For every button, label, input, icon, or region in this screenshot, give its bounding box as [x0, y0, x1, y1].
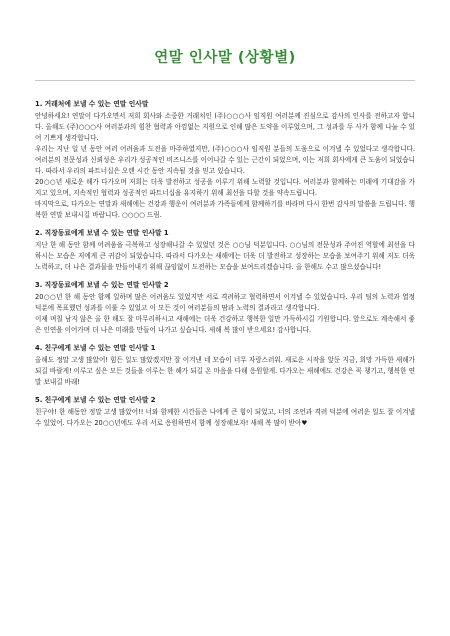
section-friend-2 — [35, 395, 415, 429]
section-coworker-2 — [35, 280, 415, 336]
paragraph: 마지막으로, 다가오는 연말과 새해에는 건강과 행운이 여러분과 가족들에게 함께하기를 바라며 다시 한번 감사의 말씀을 드립니다. 행복한 연말 보내시길 바랍니다. ○○○○ 드림. — [35, 200, 415, 219]
paragraph: 이제 며칠 남지 않은 올 한 해도 잘 마무리하시고 새해에는 더욱 건강하고 행복한 일만 가득하시길 기원합니다. 앞으로도 계속해서 좋은 인연을 이어가며 더 나은 미래를 만들어 나가고 싶습니다. 새해 복 많이 받으세요! 감사합니다. — [35, 315, 415, 334]
paragraph: 20○○년 한 해 동안 함께 일하며 많은 어려움도 있었지만 서로 격려하고 협력하면서 이겨낼 수 있었습니다. 우리 팀의 노력과 열정 덕분에 목표했던 성과를 이룰 수 있었고 이 모든 것이 여러분들의 땀과 노력의 결과라고 생각합니다. — [35, 293, 415, 312]
paragraph: 지난 한 해 동안 함께 어려움을 극복하고 성장해나갈 수 있었던 것은 ○○님 덕분입니다. ○○님의 전문성과 주어진 역할에 최선을 다하시는 모습은 저에게 큰 귀감이 되었습니다. 따라서 다가오는 새해에는 더욱 더 발전하고 성장하는 모습을 보여주기 위해 저도 더욱 노력하고, 더 나은 결과물을 만들어내기 위해 끊임없이 도전하는 모습을 보여드리겠습니다. 올 한해도 수고 많으셨습니다! — [35, 241, 415, 271]
section-heading: 3. 직장동료에게 보낼 수 있는 연말 인사말 2 — [35, 281, 169, 289]
section-heading: 2. 직장동료에게 보낼 수 있는 연말 인사말 1 — [35, 229, 169, 237]
paragraph: 친구야! 한 해동안 정말 고생 많았어!! 너와 함께한 시간들은 나에게 큰 힘이 되었고, 너의 조언과 격려 덕분에 여러운 일도 잘 이겨낼 수 있었어. 다가오는 20○○년에도 우리 서로 응원하면서 함께 성장해보자! 새해 복 많이 받아♥ — [35, 408, 415, 427]
section-friend-1 — [35, 343, 415, 388]
section-heading: 1. 거래처에 보낼 수 있는 연말 인사말 — [35, 100, 149, 108]
section-coworker-1 — [35, 228, 415, 273]
paragraph: 올해도 정말 고생 많았어! 힘든 일도 많았겠지만 잘 이겨낸 네 모습이 너무 자랑스러워. 새로운 시작을 앞둔 지금, 희망 가득한 새해가 되길 바랄게! 이루고 싶은 모든 것들을 이루는 한 해가 되길 온 마음을 다해 응원할게. 다가오는 새해에도 건강은 꼭 챙기고, 행복한 연말 보내길 바래! — [35, 356, 415, 386]
section-heading: 5. 친구에게 보낼 수 있는 연말 인사말 2 — [35, 396, 156, 404]
document-body — [35, 99, 415, 436]
page-title: 연말 인사말 (상황별) — [154, 50, 296, 66]
paragraph: 안녕하세요! 연말이 다가오면서 저희 회사와 소중한 거래처인 (주)○○○사 임직원 여러분께 진심으로 감사의 인사를 전하고자 합니다. 올해도 (주)○○○사 여러분과의 힘찬 협력과 아낌없는 지원으로 인해 많은 도약을 이루었으며, 그 성과를 두 사가 함께 나눌 수 있어 기쁘게 생각합니다. — [35, 112, 415, 142]
section-business-partner — [35, 99, 415, 221]
section-heading: 4. 친구에게 보낼 수 있는 연말 인사말 1 — [35, 344, 156, 352]
paragraph: 우리는 지난 일 년 동안 여러 어려움과 도전을 마주하였지만, (주)○○○사 임직원 분들의 도움으로 이겨낼 수 있었다고 생각합니다. 여러분의 전문성과 신뢰성은 우리가 성공적인 비즈니스를 이어나갈 수 있는 근간이 되었으며, 이는 저희 회사에게 큰 도움이 되었습니다. 따라서 우리의 파트너십은 오랜 시간 동안 지속될 것을 믿고 있습니다. — [35, 145, 415, 175]
paragraph: 20○○년 새로운 해가 다가오며 저희는 더욱 발전하고 성공을 이루기 위해 노력할 것입니다. 여러분과 함께하는 미래에 기대감을 가지고 있으며, 지속적인 협력과 성공적인 파트너십을 유지하기 위해 최선을 다할 것을 약속드립니다. — [35, 178, 415, 197]
title-divider — [35, 80, 415, 81]
